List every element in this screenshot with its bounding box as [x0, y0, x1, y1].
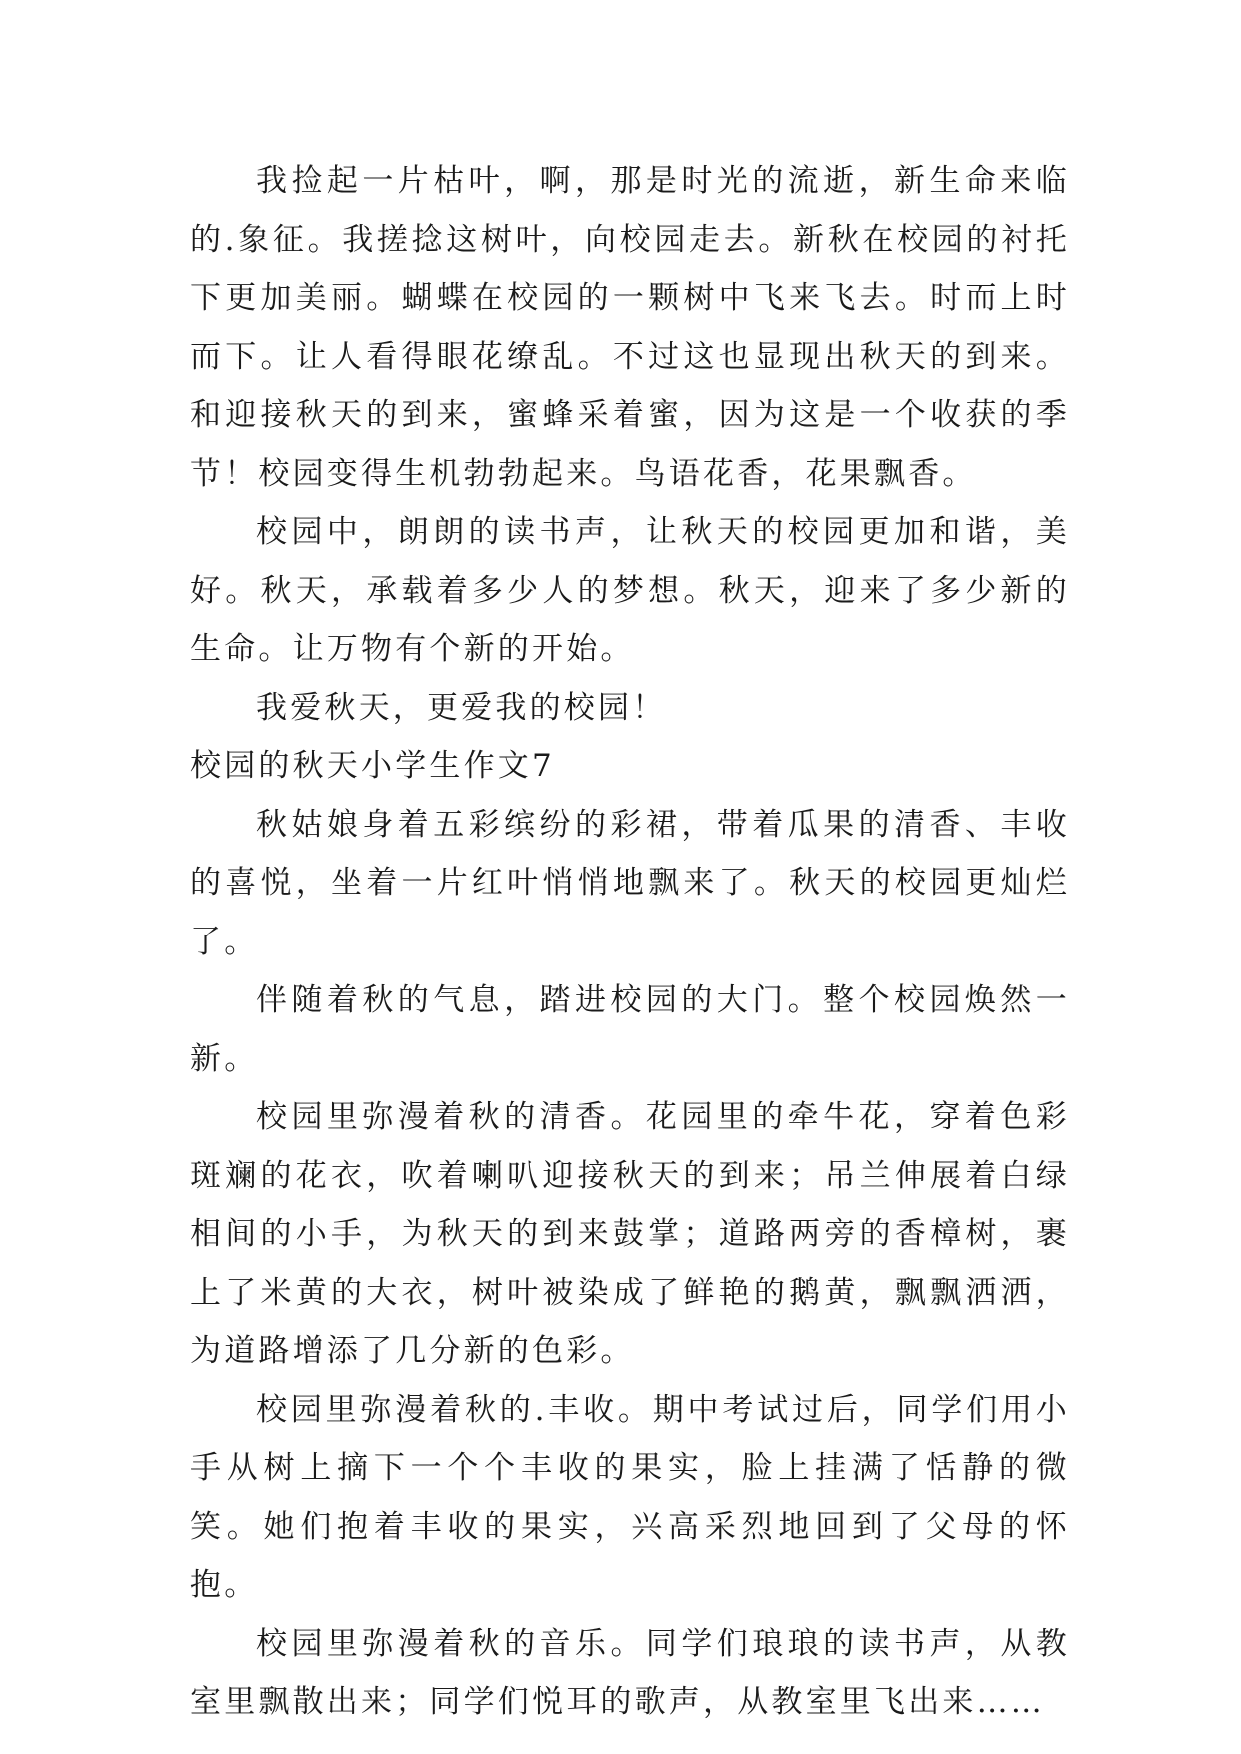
document-page — [190, 152, 1070, 1732]
paragraph: 我爱秋天，更爱我的校园！ — [256, 689, 667, 726]
paragraph: 我捡起一片枯叶，啊，那是时光的流逝，新生命来临的.象征。我搓捻这树叶，向校园走去。新秋在校园的衬托下更加美丽。蝴蝶在校园的一颗树中飞来飞去。时而上时而下。让人看得眼花缭乱。不过这也显现出秋天的到来。和迎接秋天的到来，蜜蜂采着蜜，因为这是一个收获的季节！校园变得生机勃勃起来。鸟语花香，花果飘香。 — [190, 163, 1070, 492]
paragraph: 校园里弥漫着秋的清香。花园里的牵牛花，穿着色彩斑斓的花衣，吹着喇叭迎接秋天的到来；吊兰伸展着白绿相间的小手，为秋天的到来鼓掌；道路两旁的香樟树，裹上了米黄的大衣，树叶被染成了鲜艳的鹅黄，飘飘洒洒，为道路增添了几分新的色彩。 — [190, 1099, 1070, 1369]
paragraph: 伴随着秋的气息，踏进校园的大门。整个校园焕然一新。 — [190, 982, 1070, 1077]
essay-heading: 校园的秋天小学生作文7 — [190, 748, 555, 784]
paragraph: 校园里弥漫着秋的音乐。同学们琅琅的读书声，从教室里飘散出来；同学们悦耳的歌声，从教室里飞出来…… — [190, 1625, 1070, 1720]
paragraph: 校园中，朗朗的读书声，让秋天的校园更加和谐，美好。秋天，承载着多少人的梦想。秋天，迎来了多少新的生命。让万物有个新的开始。 — [190, 514, 1070, 667]
paragraph: 秋姑娘身着五彩缤纷的彩裙，带着瓜果的清香、丰收的喜悦，坐着一片红叶悄悄地飘来了。秋天的校园更灿烂了。 — [190, 806, 1070, 960]
paragraph: 校园里弥漫着秋的.丰收。期中考试过后，同学们用小手从树上摘下一个个丰收的果实，脸上挂满了恬静的微笑。她们抱着丰收的果实，兴高采烈地回到了父母的怀抱。 — [190, 1391, 1070, 1603]
